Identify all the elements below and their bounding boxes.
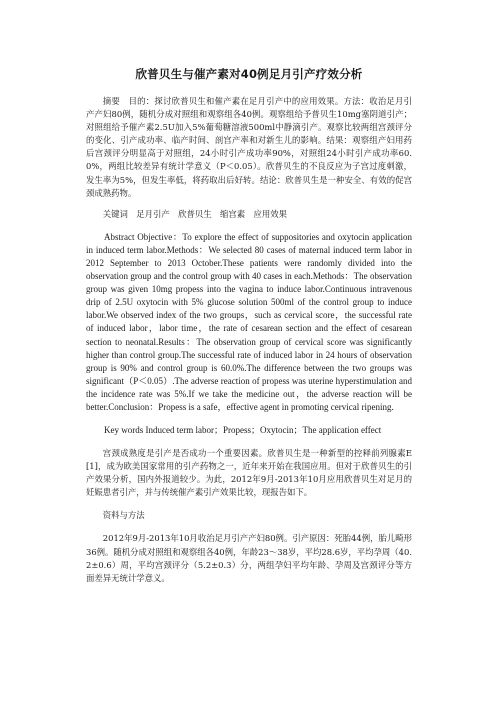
paper-title: 欣普贝生与催产素对40例足月引产疗效分析 bbox=[135, 67, 363, 81]
abstract-chinese: 摘要 目的：探讨欣普贝生和催产素在足月引产中的应用效果。方法：收治足月引产产妇80例，随机分成对照组和观察组各40例。观察组给予普贝生10mg塞阴道引产；对照组给予催产素2.5U加入5%葡萄糖溶液500ml中静滴引产。观察比较两组宫颈评分的变化、引产成功率、临产时间、剖宫产率和对新生儿的影响。结果：观察组产妇用药后宫颈评分明显高于对照组，24小时引产成功率90%，对照组24小时引产成功率60.0%，两组比较差异有统计学意义（P＜0.05）。欣普贝生的不良反应为子宫过度刺激，发生率为5%，但发生率低，将药取出后好转。结论：欣普贝生是一种安全、有效的促宫颈成熟药物。 bbox=[86, 96, 412, 198]
abstract-english: Abstract Objective：To explore the effect of suppositories and oxytocin application in induced term labor.Methods：We selected 80 cases of maternal induced term labor in 2012 September to 2013 October.These patients were randomly divided into the observation group and the control group with 40 cases in each.Methods：The observation group was given 10mg propess into the vagina to induce labor.Continuous intravenous drip of 2.5U oxytocin with 5% glucose solution 500ml of the control group to induce labor.We observed index of the two groups，such as cervical score，the successful rate of induced labor，labor time，the rate of cesarean section and the effect of cesarean section to neonatal.Results：The observation group of cervical score was significantly higher than control group.The successful rate of induced labor in 24 hours of observation group is 90% and control group is 60.0%.The difference between the two groups was significant（P＜0.05）.The adverse reaction of propess was uterine hyperstimulation and the incidence rate was 5%.If we take the medicine out，the adverse reaction will be better.Conclusion：Propess is a safe，effective agent in promoting cervical ripening. bbox=[86, 231, 412, 412]
keywords-english: Key words Induced term labor；Propess；Oxytocin；The application effect bbox=[104, 425, 382, 436]
methods-paragraph: 2012年9月-2013年10月收治足月引产产妇80例。引产原因：死胎44例，胎儿畸形36例。随机分成对照组和观察组各40例，年龄23～38岁，平均28.6岁，平均孕周（40.2±0.6）周，平均宫颈评分（5.2±0.3）分，两组孕妇平均年龄、孕周及宫颈评分等方面差异无统计学意义。 bbox=[86, 533, 412, 583]
introduction-paragraph: 宫颈成熟度是引产是否成功一个重要因素。欣普贝生是一种新型的控释前列腺素E[1]，成为欧美国家常用的引产药物之一，近年来开始在我国应用。但对于欣普贝生的引产效果分析，国内外报道较少。为此，2012年9月-2013年10月应用欣普贝生对足月的妊娠患者引产，并与传统催产素引产效果比较，现报告如下。 bbox=[86, 448, 412, 498]
keywords-chinese: 关键词 足月引产 欣普贝生 缩宫素 应用效果 bbox=[102, 208, 288, 219]
section-heading-methods: 资料与方法 bbox=[102, 510, 145, 521]
